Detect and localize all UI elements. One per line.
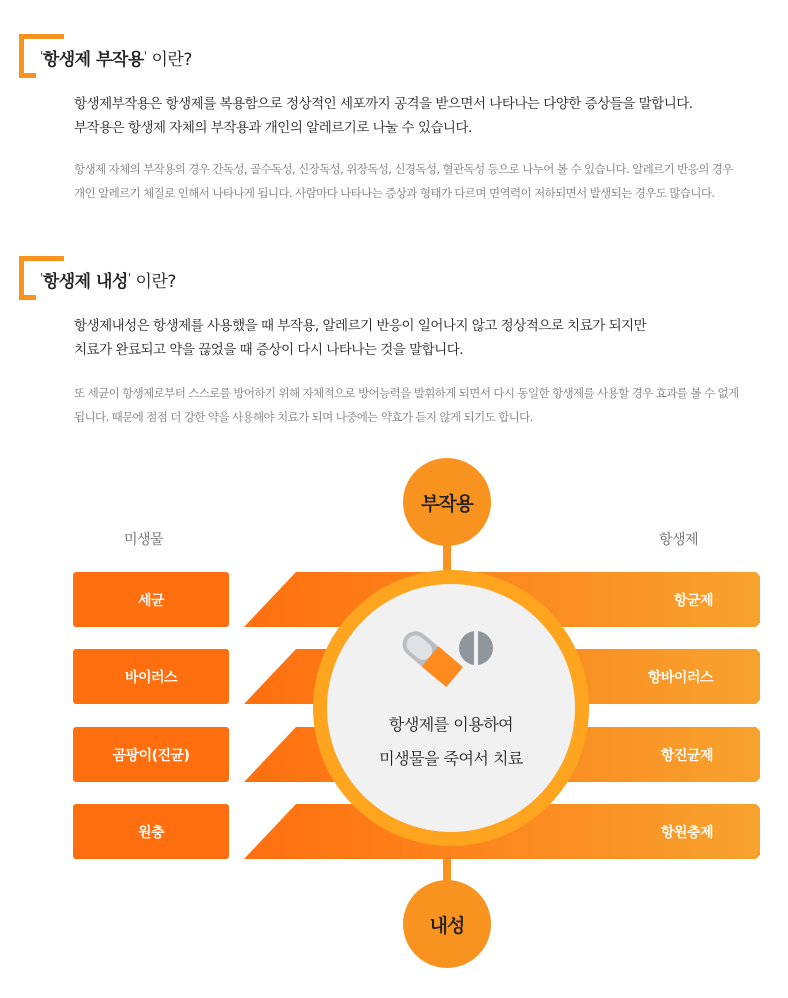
title-main: 항생제 부작용 [42, 50, 144, 70]
lead-line: 항생제부작용은 항생제를 복용함으로 정상적인 세포까지 공격을 받으면서 나타나는 다양한 증상들을 말합니다. [74, 96, 693, 112]
description-line: 또 세균이 항생제로부터 스스로를 방어하기 위해 자체적으로 방어능력을 발휘하게 되면서 다시 동일한 항생제를 사용할 경우 효과를 볼 수 없게 [74, 386, 739, 400]
section-title [40, 267, 176, 292]
lead-line: 부작용은 항생제 자체의 부작용과 개인의 알레르기로 나눌 수 있습니다. [74, 120, 472, 136]
capsule-and-tablet-icon [398, 626, 498, 696]
section-title [40, 45, 192, 70]
microbe-box-bacteria: 세균 [73, 572, 229, 627]
lead-line: 치료가 완료되고 약을 끊었을 때 증상이 다시 나타나는 것을 말합니다. [74, 342, 464, 358]
title-quote-close: ' [143, 49, 147, 63]
microbe-box-protozoa: 원충 [73, 804, 229, 859]
title-quote-close: ' [127, 271, 131, 285]
left-column-header: 미생물 [124, 532, 164, 548]
description-text [74, 381, 786, 429]
right-column-header: 항생제 [659, 532, 699, 548]
antibiotic-diagram [0, 440, 788, 998]
lead-line: 항생제내성은 항생제를 사용했을 때 부작용, 알레르기 반응이 일어나지 않고 정상적으로 치료가 되지만 [74, 318, 647, 334]
lead-text [74, 314, 646, 362]
title-quote-open: ' [40, 271, 43, 285]
title-rest: 이란? [130, 272, 176, 292]
title-main: 항생제 내성 [42, 272, 128, 292]
drug-label: 항진균제 [660, 747, 713, 764]
description-text [74, 157, 786, 205]
description-line: 개인 알레르기 체질로 인해서 나타나게 됩니다. 사람마다 나타나는 증상과 형태가 다르며 면역력이 저하되면서 발생되는 경우도 많습니다. [74, 186, 715, 200]
description-line: 항생제 자체의 부작용의 경우 간독성, 골수독성, 신장독성, 위장독성, 신경독성, 혈관독성 등으로 나누어 볼 수 있습니다. 알레르기 반응의 경우 [74, 162, 733, 176]
center-text-line-1: 항생제를 이용하여 [388, 715, 514, 734]
description-line: 됩니다. 때문에 점점 더 강한 약을 사용해야 치료가 되며 나중에는 약효가 듣지 않게 되기도 합니다. [74, 410, 533, 424]
microbe-box-fungus: 곰팡이(진균) [73, 727, 229, 782]
center-text-line-2: 미생물을 죽여서 치료 [379, 749, 523, 768]
drug-label: 항원충제 [660, 824, 713, 841]
node-side-effect: 부작용 [403, 458, 491, 546]
microbe-box-virus: 바이러스 [73, 649, 229, 704]
title-rest: 이란? [146, 50, 192, 70]
lead-text [74, 92, 693, 140]
drug-label: 항균제 [673, 592, 713, 609]
center-circle [327, 584, 575, 832]
title-quote-open: ' [40, 49, 43, 63]
node-resistance: 내성 [403, 880, 491, 968]
drug-label: 항바이러스 [647, 669, 713, 686]
